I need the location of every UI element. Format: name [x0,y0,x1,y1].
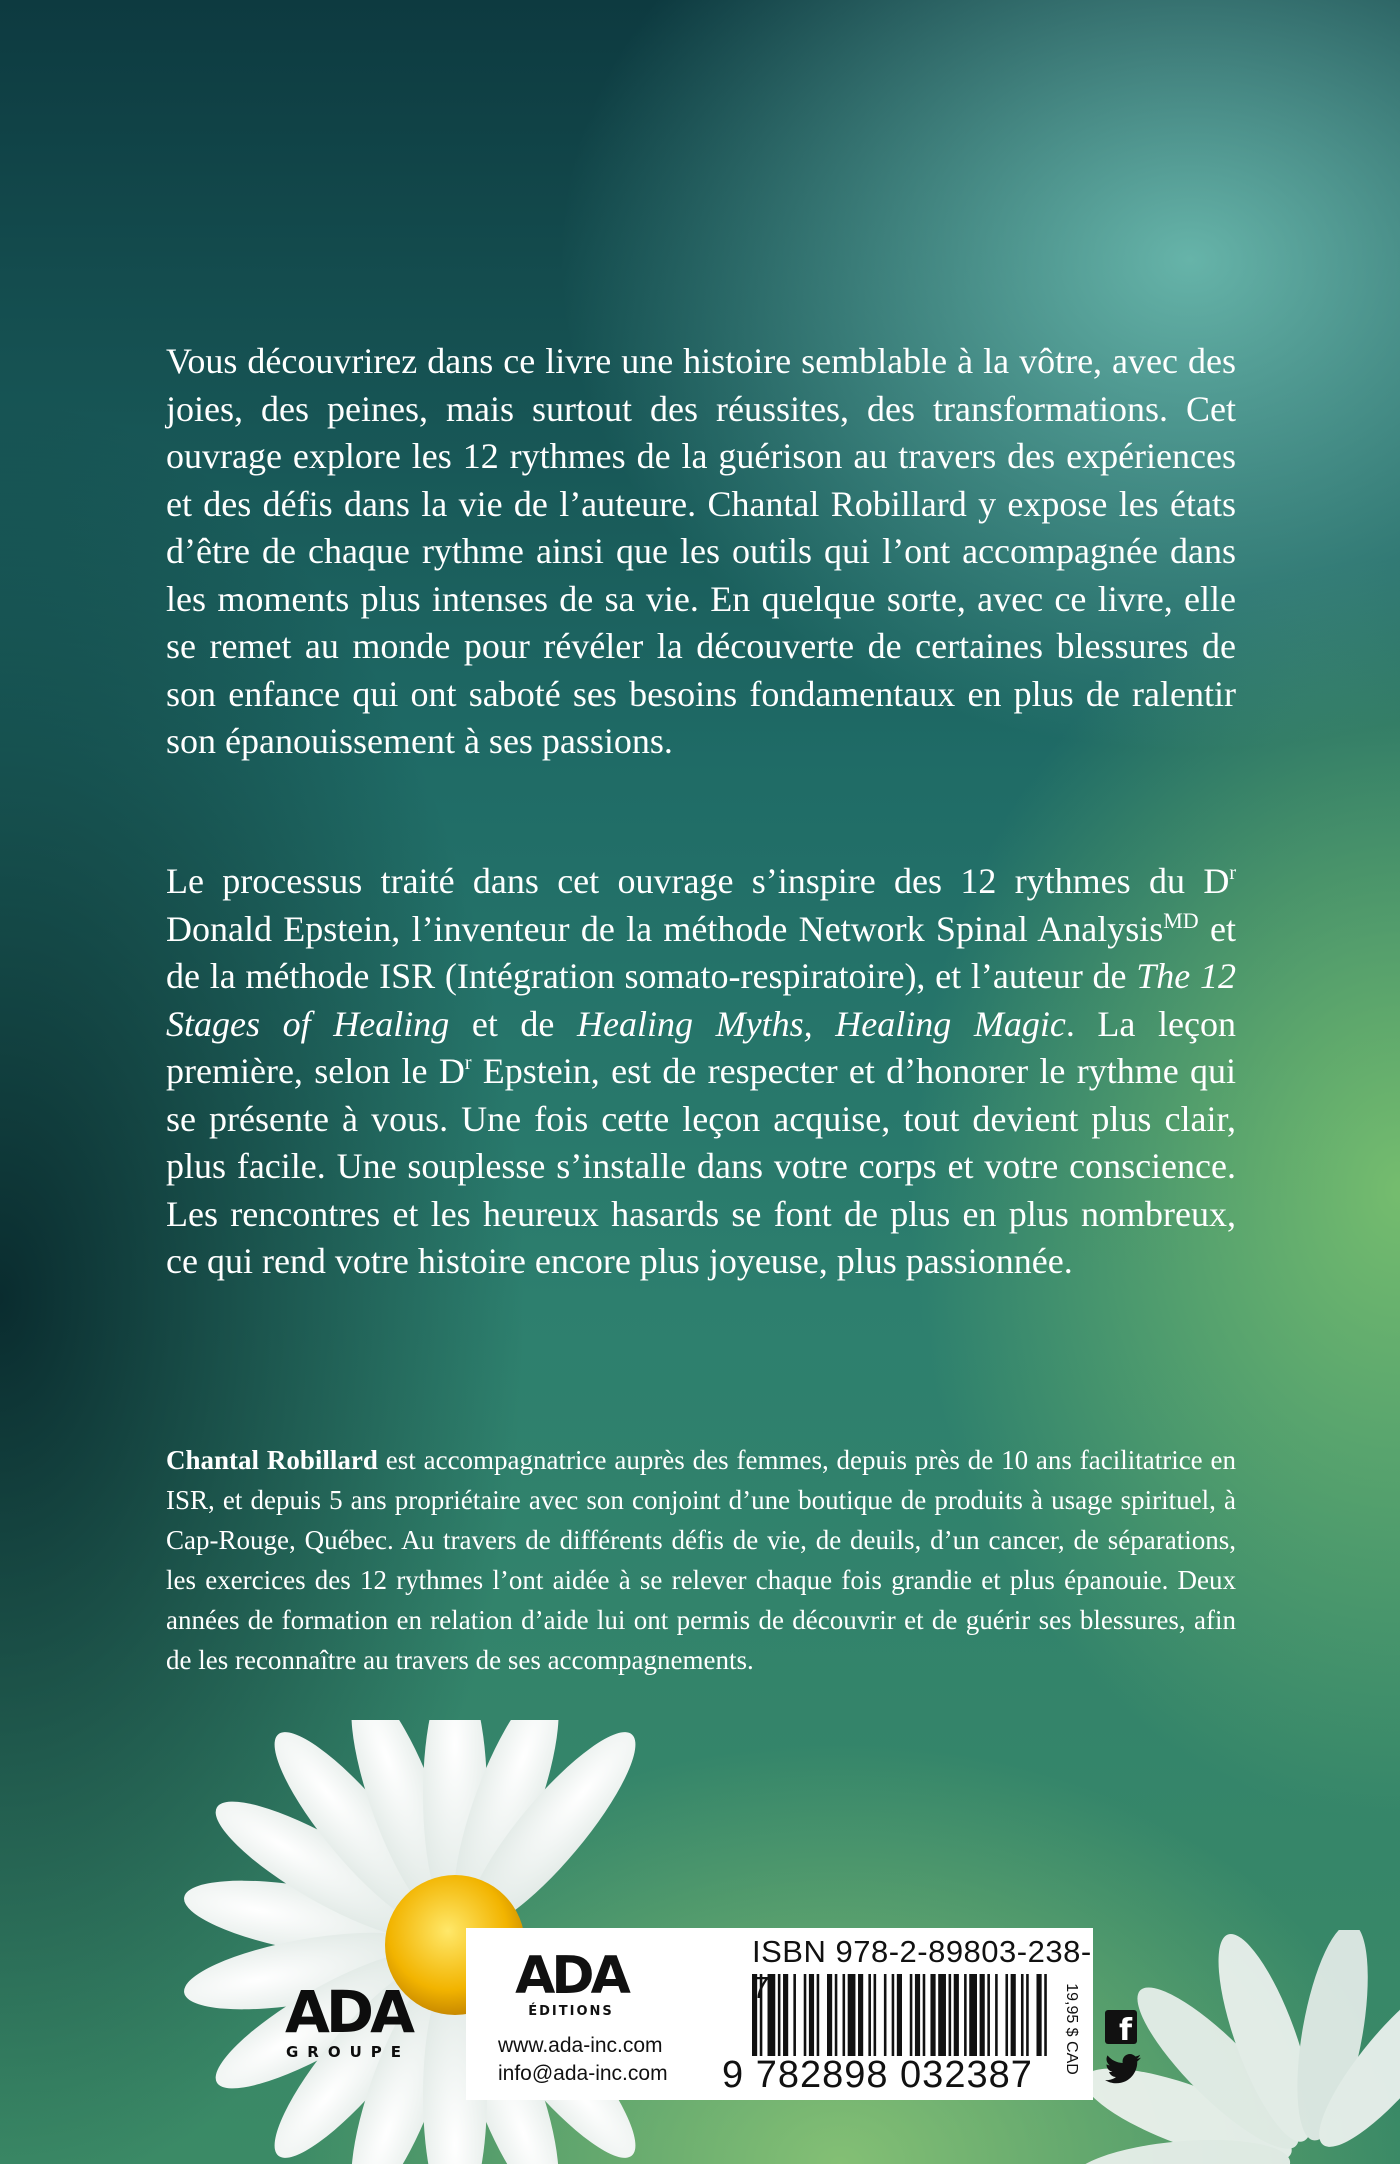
description-paragraph-1: Vous découvrirez dans ce livre une histoire semblable à la vôtre, avec des joies, des peines, mais surtout des réussites, des transformations. Cet ouvrage explore les 12 rythmes de la guérison au travers des expériences et des défis dans la vie de l’auteure. Chantal Robillard y expose les états d’être de chaque rythme ainsi que les outils qui l’ont accompagnée dans les moments plus intenses de sa vie. En quelque sorte, avec ce livre, elle se remet au monde pour révéler la découverte de certaines blessures de son enfance qui ont saboté ses besoins fondamentaux en plus de ralentir son épanouissement à ses passions. [166,341,1236,761]
barcode-bar [868,1974,871,2056]
facebook-icon[interactable]: f [1105,2010,1137,2044]
publisher-email[interactable]: info@ada-inc.com [498,2062,668,2085]
barcode-bar [1036,1974,1041,2056]
barcode-bar [954,1974,959,2056]
price-label [1056,1974,1086,2084]
barcode-bar [969,1974,977,2056]
ada-groupe-logo [278,1978,418,2061]
isbn-barcode [752,1974,1052,2056]
description-paragraph-2 [166,858,1236,1286]
barcode-bar [915,1974,920,2056]
book-title: The 12 Stages of Healing [166,956,1236,1044]
book-title: Healing Myths, Healing Magic [577,1003,1066,1044]
superscript-r: r [1229,862,1236,884]
barcode-bar [1011,1974,1016,2056]
text-segment: Le processus traité dans cet ouvrage s’inspire des 12 rythmes du D [166,861,1230,901]
barcode-bar [995,1974,998,2056]
publisher-info-panel [466,1928,1093,2100]
editions-logo-mark: ADA [515,1946,627,2006]
barcode-bar [804,1974,807,2056]
barcode-bar [783,1974,788,2056]
barcode-bar [848,1974,856,2056]
editions-logo-sub: ÉDITIONS [528,2004,614,2019]
barcode-bar [752,1974,757,2056]
twitter-icon[interactable] [1105,2054,1141,2084]
barcode-bar [910,1974,913,2056]
barcode-bar [874,1974,877,2056]
publisher-contact [498,2032,668,2088]
barcode-bar [987,1974,990,2056]
barcode-bar [897,1974,902,2056]
isbn-label: ISBN 978-2-89803-238-7 [752,1934,1092,2005]
barcode-bar [843,1974,846,2056]
barcode-bar [964,1974,967,2056]
text-segment: et de la méthode ISR (Intégration somato-respiratoire), et l’auteur de [166,908,1236,996]
barcode-bar [793,1974,796,2056]
barcode-bar [809,1974,814,2056]
barcode-bar [1005,1974,1008,2056]
barcode-bar [817,1974,820,2056]
social-icons [1105,2010,1141,2089]
barcode-bar [768,1974,776,2056]
barcode-bar [930,1974,935,2056]
barcode-bar [778,1974,781,2056]
superscript-r: r [464,1052,472,1074]
text-segment: Epstein, est de respecter et d’honorer le rythme qui se présente à vous. Une fois cette leçon acquise, tout devient plus clair, plus facile. Une souplesse s’installe dans votre corps et votre conscience. Les rencontres et les heureux hasards se font de plus en plus nombreux, ce qui rend votre histoire encore plus joyeuse, plus passionnée. [166,1051,1236,1281]
groupe-logo-sub: GROUPE [285,2043,411,2061]
barcode-bar [892,1974,895,2056]
barcode-bar [827,1974,832,2056]
barcode-bar [760,1974,763,2056]
text-segment: et de [449,1003,578,1044]
barcode-bar [923,1974,926,2056]
author-bio-text: est accompagnatrice auprès des femmes, depuis près de 10 ans facilitatrice en ISR, et depuis 5 ans propriétaire avec son conjoint d’une boutique de produits à usage spirituel, à Cap-Rouge, Québec. Au travers de différents défis de vie, de deuils, d’un cancer, de séparations, les exercices des 12 rythmes l’ont aidée à se relever chaque fois grandie et plus épanouie. Deux années de formation en relation d’aide lui ont permis de découvrir et de guérir ses blessures, afin de les reconnaître au travers de ses accompagnements. [166,1445,1237,1675]
barcode-bar [858,1974,863,2056]
author-name: Chantal Robillard [166,1445,378,1475]
barcode-bar [1044,1974,1047,2056]
groupe-logo-mark: ADA [285,1978,411,2046]
publisher-website[interactable]: www.ada-inc.com [498,2034,663,2057]
ada-editions-logo [496,1946,646,2019]
barcode-bar [980,1974,985,2056]
author-bio [166,1440,1236,1680]
barcode-bar [1026,1974,1029,2056]
superscript-md: MD [1163,907,1199,933]
barcode-bar [1021,1974,1024,2056]
text-segment: . La leçon première, selon le D [166,1003,1236,1091]
barcode-digits: 9 782898 032387 [722,2054,1033,2096]
barcode-bar [835,1974,838,2056]
barcode-bar [938,1974,946,2056]
barcode-bar [949,1974,952,2056]
text-segment: Donald Epstein, l’inventeur de la méthode Network Spinal Analysis [166,908,1164,949]
price-text: 19,95 $ CAD [1063,1983,1080,2075]
barcode-bar [884,1974,887,2056]
